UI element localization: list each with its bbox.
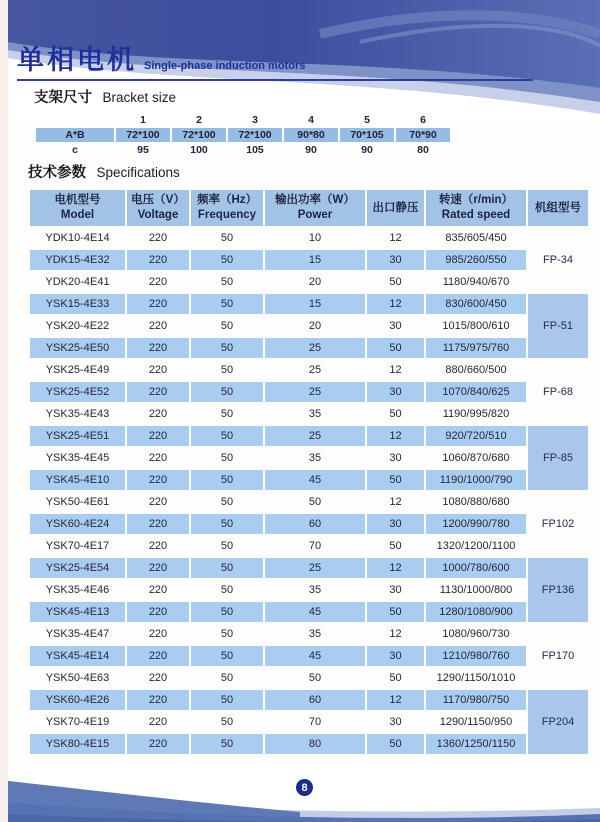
spec-cell-frequency: 50 — [191, 514, 263, 534]
spec-cell-voltage: 220 — [127, 426, 189, 446]
specifications-heading — [28, 161, 590, 182]
spec-cell-model: YSK20-4E22 — [45, 320, 110, 332]
spec-cell-model: YSK35-4E45 — [45, 452, 110, 464]
bracket-row-ab — [36, 128, 450, 142]
spec-cell-voltage: 220 — [148, 408, 168, 420]
spec-cell-frequency: 50 — [191, 602, 263, 622]
spec-cell-static-pressure: 30 — [389, 320, 402, 332]
spec-cell-frequency: 50 — [220, 540, 234, 552]
spec-cell-rated-speed: 830/600/450 — [426, 294, 526, 314]
page-header — [17, 38, 547, 81]
spec-cell-power: 35 — [308, 452, 322, 464]
spec-cell-frequency: 50 — [191, 338, 263, 358]
spec-cell-model: YSK35-4E46 — [45, 584, 110, 596]
spec-row — [30, 668, 588, 688]
spec-row — [30, 426, 588, 446]
spec-cell-rated-speed: 1190/995/820 — [442, 408, 510, 420]
spec-cell-frequency: 50 — [191, 294, 263, 314]
spec-cell-static-pressure: 50 — [367, 338, 424, 358]
spec-cell-model: YSK25-4E52 — [30, 382, 125, 402]
bracket-cell: 90*80 — [284, 128, 338, 142]
spec-cell-voltage: 220 — [127, 338, 189, 358]
spec-cell-frequency: 50 — [220, 672, 234, 684]
spec-cell-static-pressure: 12 — [367, 426, 424, 446]
spec-cell-static-pressure: 50 — [389, 276, 402, 288]
spec-cell-power: 15 — [265, 250, 365, 270]
spec-cell-power: 80 — [265, 734, 365, 754]
spec-cell-frequency: 50 — [220, 320, 234, 332]
spec-cell-rated-speed: 1280/1080/900 — [426, 602, 526, 622]
spec-row — [30, 294, 588, 314]
spec-cell-voltage: 220 — [148, 628, 168, 640]
spec-row — [30, 250, 588, 270]
spec-cell-rated-speed: 1070/840/625 — [426, 382, 526, 402]
spec-cell-rated-speed: 1080/880/680 — [442, 496, 510, 508]
spec-cell-rated-speed: 1360/1250/1150 — [426, 734, 526, 754]
spec-cell-power: 20 — [308, 320, 322, 332]
spec-cell-static-pressure: 12 — [367, 690, 424, 710]
spec-cell-static-pressure: 12 — [389, 232, 402, 244]
spec-col-voltage: 电压（V） Voltage — [127, 190, 189, 226]
spec-col-unit-model: 机组型号 — [528, 190, 588, 226]
page-left-margin — [0, 0, 8, 822]
spec-cell-voltage: 220 — [127, 294, 189, 314]
spec-cell-static-pressure: 30 — [389, 716, 402, 728]
bracket-cell: 72*100 — [228, 128, 282, 142]
spec-cell-power: 70 — [308, 540, 322, 552]
bracket-corner-cell — [36, 113, 114, 127]
bracket-cell: 72*100 — [116, 128, 170, 142]
spec-cell-rated-speed: 1060/870/680 — [442, 452, 510, 464]
spec-cell-static-pressure: 50 — [389, 540, 402, 552]
spec-cell-frequency: 50 — [220, 496, 234, 508]
spec-header-row — [30, 190, 588, 226]
spec-cell-voltage: 220 — [127, 514, 189, 534]
spec-cell-voltage: 220 — [148, 496, 168, 508]
spec-cell-power: 15 — [265, 294, 365, 314]
spec-cell-rated-speed: 1130/1000/800 — [439, 584, 513, 596]
spec-row — [30, 316, 588, 336]
spec-cell-power: 45 — [265, 602, 365, 622]
spec-cell-power: 35 — [308, 628, 322, 640]
spec-cell-static-pressure: 30 — [367, 382, 424, 402]
spec-col-frequency: 频率（Hz） Frequency — [191, 190, 263, 226]
bracket-cell: 90 — [361, 144, 373, 156]
spec-cell-static-pressure: 12 — [367, 294, 424, 314]
bracket-cell: 105 — [246, 144, 264, 156]
spec-row — [30, 338, 588, 358]
spec-cell-power: 50 — [308, 496, 322, 508]
spec-row — [30, 514, 588, 534]
specifications-table — [28, 188, 590, 756]
spec-row — [30, 492, 588, 512]
spec-cell-static-pressure: 30 — [367, 514, 424, 534]
spec-row — [30, 360, 588, 380]
spec-cell-model: YSK45-4E13 — [30, 602, 125, 622]
spec-cell-model: YSK25-4E49 — [45, 364, 110, 376]
spec-row — [30, 646, 588, 666]
spec-cell-power: 35 — [308, 584, 322, 596]
bracket-cell: 70*105 — [340, 128, 394, 142]
spec-cell-rated-speed: 1320/1200/1100 — [436, 540, 516, 552]
spec-cell-model: YSK15-4E33 — [30, 294, 125, 314]
spec-cell-frequency: 50 — [191, 646, 263, 666]
spec-row — [30, 470, 588, 490]
spec-cell-rated-speed: 1200/990/780 — [426, 514, 526, 534]
bracket-cell: 70*90 — [396, 128, 450, 142]
bracket-cell: 80 — [417, 144, 429, 156]
spec-cell-power: 25 — [265, 338, 365, 358]
spec-cell-unit-model: FP-34 — [543, 254, 573, 266]
spec-cell-power: 25 — [265, 382, 365, 402]
spec-cell-model: YSK60-4E24 — [30, 514, 125, 534]
page-number-badge — [296, 779, 313, 796]
spec-col-static-pressure: 出口静压 — [367, 190, 424, 226]
spec-row — [30, 580, 588, 600]
spec-cell-voltage: 220 — [127, 470, 189, 490]
spec-col-model: 电机型号 Model — [30, 190, 125, 226]
spec-cell-static-pressure: 50 — [367, 470, 424, 490]
spec-cell-model: YDK10-4E14 — [45, 232, 110, 244]
spec-cell-static-pressure: 12 — [389, 496, 402, 508]
spec-cell-rated-speed: 920/720/510 — [426, 426, 526, 446]
spec-cell-power: 10 — [308, 232, 322, 244]
spec-cell-voltage: 220 — [127, 646, 189, 666]
bracket-cell: 100 — [190, 144, 208, 156]
spec-cell-voltage: 220 — [148, 672, 168, 684]
spec-cell-frequency: 50 — [220, 628, 234, 640]
spec-cell-rated-speed: 1210/980/760 — [426, 646, 526, 666]
spec-cell-rated-speed: 835/605/450 — [445, 232, 507, 244]
spec-cell-frequency: 50 — [191, 426, 263, 446]
spec-cell-static-pressure: 50 — [389, 408, 402, 420]
spec-cell-frequency: 50 — [191, 734, 263, 754]
spec-cell-frequency: 50 — [191, 470, 263, 490]
bracket-row-c — [36, 143, 450, 157]
spec-cell-rated-speed: 1170/980/750 — [426, 690, 526, 710]
bracket-heading-cn: 支架尺寸 — [34, 90, 92, 106]
spec-cell-model: YSK80-4E15 — [30, 734, 125, 754]
bracket-cell: 95 — [137, 144, 149, 156]
spec-cell-rated-speed: 1080/960/730 — [442, 628, 510, 640]
spec-cell-frequency: 50 — [220, 716, 234, 728]
spec-cell-model: YSK25-4E54 — [30, 558, 125, 578]
page-title: 单相电机 — [17, 45, 137, 75]
spec-cell-voltage: 220 — [148, 716, 168, 728]
spec-cell-model: YSK60-4E26 — [30, 690, 125, 710]
spec-cell-static-pressure: 50 — [367, 602, 424, 622]
spec-row — [30, 536, 588, 556]
spec-cell-power: 60 — [265, 690, 365, 710]
spec-cell-model: YDK15-4E32 — [30, 250, 125, 270]
spec-cell-model: YDK20-4E41 — [45, 276, 110, 288]
spec-cell-static-pressure: 12 — [389, 364, 402, 376]
spec-cell-static-pressure: 50 — [389, 672, 402, 684]
spec-cell-model: YSK45-4E14 — [30, 646, 125, 666]
spec-cell-frequency: 50 — [220, 584, 234, 596]
spec-cell-unit-model: FP-68 — [543, 386, 573, 398]
spec-cell-rated-speed: 1290/1150/950 — [439, 716, 513, 728]
spec-cell-voltage: 220 — [127, 382, 189, 402]
spec-col-rated-speed: 转速（r/min） Rated speed — [426, 190, 526, 226]
spec-cell-unit-model: FP204 — [528, 690, 588, 754]
bracket-col-header: 5 — [364, 114, 370, 126]
spec-cell-rated-speed: 1190/1000/790 — [426, 470, 526, 490]
bracket-cell: 90 — [305, 144, 317, 156]
spec-cell-voltage: 220 — [127, 690, 189, 710]
spec-cell-frequency: 50 — [220, 364, 234, 376]
spec-cell-power: 70 — [308, 716, 322, 728]
spec-cell-power: 50 — [308, 672, 322, 684]
spec-cell-model: YSK35-4E47 — [45, 628, 110, 640]
page-subtitle: Single-phase induction motors — [144, 60, 306, 72]
spec-cell-voltage: 220 — [148, 232, 168, 244]
spec-cell-frequency: 50 — [220, 232, 234, 244]
spec-cell-unit-model: FP170 — [541, 650, 575, 662]
page-number: 8 — [301, 781, 308, 794]
spec-row — [30, 734, 588, 754]
spec-row — [30, 382, 588, 402]
spec-cell-voltage: 220 — [148, 452, 168, 464]
bracket-col-header: 1 — [140, 114, 146, 126]
bracket-size-table — [34, 112, 452, 158]
spec-cell-static-pressure: 30 — [367, 250, 424, 270]
spec-cell-model: YSK25-4E50 — [30, 338, 125, 358]
bracket-col-header: 4 — [308, 114, 314, 126]
bracket-cell: 72*100 — [172, 128, 226, 142]
spec-cell-power: 60 — [265, 514, 365, 534]
spec-cell-model: YSK50-4E61 — [45, 496, 110, 508]
spec-cell-voltage: 220 — [148, 364, 168, 376]
spec-heading-cn: 技术参数 — [28, 165, 86, 181]
spec-cell-frequency: 50 — [191, 250, 263, 270]
spec-cell-static-pressure: 30 — [389, 452, 402, 464]
spec-row — [30, 690, 588, 710]
bracket-size-heading — [34, 86, 452, 107]
spec-cell-power: 45 — [265, 470, 365, 490]
spec-cell-static-pressure: 30 — [367, 646, 424, 666]
spec-row — [30, 272, 588, 292]
specifications-section — [28, 161, 590, 756]
spec-cell-power: 35 — [308, 408, 322, 420]
bracket-col-header: 3 — [252, 114, 258, 126]
spec-cell-power: 25 — [308, 364, 322, 376]
spec-cell-frequency: 50 — [220, 452, 234, 464]
spec-row — [30, 404, 588, 424]
spec-cell-frequency: 50 — [191, 558, 263, 578]
spec-cell-power: 45 — [265, 646, 365, 666]
spec-cell-voltage: 220 — [127, 734, 189, 754]
spec-cell-static-pressure: 12 — [389, 628, 402, 640]
spec-cell-voltage: 220 — [148, 276, 168, 288]
spec-row — [30, 624, 588, 644]
spec-cell-rated-speed: 1175/975/760 — [426, 338, 526, 358]
spec-row — [30, 448, 588, 468]
spec-cell-power: 25 — [265, 558, 365, 578]
spec-cell-voltage: 220 — [127, 558, 189, 578]
spec-cell-rated-speed: 1000/780/600 — [426, 558, 526, 578]
spec-cell-unit-model: FP136 — [528, 558, 588, 622]
spec-col-power: 输出功率（W） Power — [265, 190, 365, 226]
spec-cell-model: YSK70-4E19 — [45, 716, 110, 728]
spec-cell-unit-model: FP102 — [541, 518, 575, 530]
spec-cell-rated-speed: 880/660/500 — [445, 364, 507, 376]
spec-cell-static-pressure: 50 — [367, 734, 424, 754]
spec-cell-power: 25 — [265, 426, 365, 446]
spec-cell-rated-speed: 1015/800/610 — [442, 320, 510, 332]
spec-cell-frequency: 50 — [220, 276, 234, 288]
spec-cell-model: YSK35-4E43 — [45, 408, 110, 420]
spec-cell-model: YSK45-4E10 — [30, 470, 125, 490]
title-underline — [17, 79, 533, 81]
spec-cell-rated-speed: 1290/1150/1010 — [436, 672, 516, 684]
spec-row — [30, 712, 588, 732]
spec-cell-model: YSK25-4E51 — [30, 426, 125, 446]
bracket-header-row — [36, 113, 450, 127]
spec-cell-unit-model: FP-85 — [528, 426, 588, 490]
spec-cell-rated-speed: 1180/940/670 — [442, 276, 510, 288]
bracket-col-header: 2 — [196, 114, 202, 126]
bracket-col-header: 6 — [420, 114, 426, 126]
spec-cell-unit-model: FP-51 — [528, 294, 588, 358]
spec-cell-model: YSK50-4E63 — [45, 672, 110, 684]
spec-cell-rated-speed: 985/260/550 — [426, 250, 526, 270]
spec-row — [30, 602, 588, 622]
spec-cell-static-pressure: 12 — [367, 558, 424, 578]
spec-cell-voltage: 220 — [127, 602, 189, 622]
spec-cell-voltage: 220 — [148, 540, 168, 552]
spec-cell-voltage: 220 — [148, 320, 168, 332]
bracket-row-label: c — [72, 144, 78, 156]
spec-cell-frequency: 50 — [220, 408, 234, 420]
spec-cell-voltage: 220 — [127, 250, 189, 270]
spec-cell-voltage: 220 — [148, 584, 168, 596]
spec-cell-frequency: 50 — [191, 382, 263, 402]
spec-row — [30, 228, 588, 248]
spec-row — [30, 558, 588, 578]
bracket-size-section — [34, 86, 452, 158]
spec-heading-en: Specifications — [96, 165, 180, 180]
spec-cell-frequency: 50 — [191, 690, 263, 710]
bracket-row-label: A*B — [36, 128, 114, 142]
spec-cell-static-pressure: 30 — [389, 584, 402, 596]
bracket-heading-en: Bracket size — [102, 90, 176, 105]
spec-cell-model: YSK70-4E17 — [45, 540, 110, 552]
spec-cell-power: 20 — [308, 276, 322, 288]
